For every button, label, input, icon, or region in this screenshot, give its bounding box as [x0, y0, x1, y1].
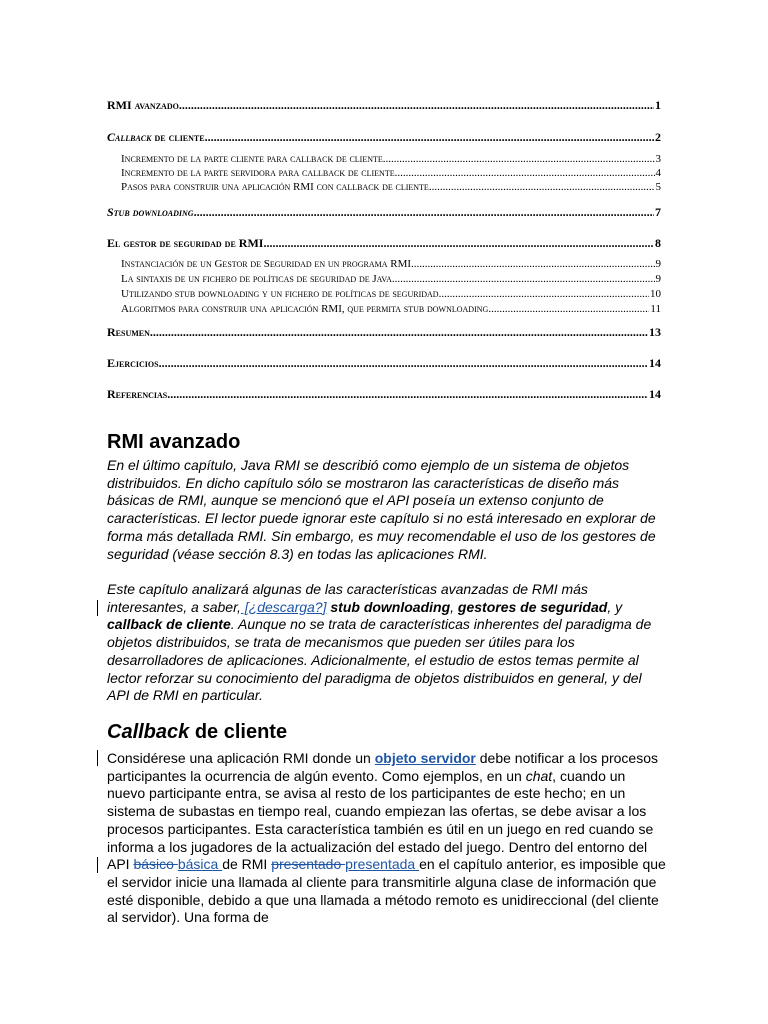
toc-entry-title: Instanciación de un Gestor de Seguridad en un programa RMI [121, 258, 412, 270]
toc-entry-gestor-seguridad[interactable] [107, 236, 661, 252]
toc-leader-dots [194, 205, 654, 220]
toc-entry-title: Utilizando stub downloading y un fichero de políticas de seguridad [121, 288, 439, 300]
toc-entry-sintaxis[interactable] [121, 273, 661, 287]
deleted-text: presentado [271, 856, 346, 873]
toc-entry-page: 5 [655, 181, 661, 193]
toc-entry-ejercicios[interactable] [107, 356, 661, 372]
toc-entry-page: 3 [655, 153, 661, 165]
toc-entry-title: Algoritmos para construir una aplicación RMI, que permita stub downloading [121, 303, 489, 315]
toc-leader-dots [429, 181, 655, 193]
toc-entry-page: 8 [655, 236, 661, 250]
toc-entry-page: 9 [655, 273, 661, 285]
toc-entry-page: 2 [655, 130, 661, 144]
term-gestores-seguridad: gestores de seguridad [457, 598, 608, 615]
toc-entry-incremento-cliente[interactable] [121, 153, 661, 167]
inserted-text: presentada [345, 856, 420, 873]
term-stub-downloading: stub downloading [330, 598, 451, 615]
toc-entry-incremento-servidora[interactable] [121, 167, 661, 181]
change-bar [97, 600, 98, 616]
section-heading-rmi-avanzado: RMI avanzado [107, 431, 241, 453]
toc-entry-instanciacion[interactable] [121, 258, 661, 272]
toc-entry-rmi-avanzado[interactable] [107, 98, 661, 114]
toc-leader-dots [395, 167, 655, 179]
toc-entry-referencias[interactable] [107, 387, 661, 403]
toc-leader-dots [383, 153, 655, 165]
toc-entry-title: Callback de cliente [107, 130, 205, 144]
inserted-text: básica [177, 856, 223, 873]
toc-leader-dots [392, 273, 655, 285]
toc-entry-utilizando[interactable] [121, 288, 661, 302]
paragraph-intro: En el último capítulo, Java RMI se describió como ejemplo de un sistema de objetos distribuidos. En dicho capítulo sólo se mostraron las características de diseño más básicas de RMI, aunque se mencionó que el API poseía un extenso conjunto de características. El lector puede ignorar este capítulo si no está interesado en explorar de forma más detallada RMI. Sin embargo, es muy recomendable el uso de los gestores de seguridad (véase sección 8.3) en todas las aplicaciones RMI. [107, 457, 656, 562]
toc-entry-page: 10 [650, 288, 661, 300]
change-bar [97, 750, 98, 766]
toc-entry-title: Ejercicios [107, 356, 159, 370]
toc-entry-title: Incremento de la parte servidora para callback de cliente [121, 167, 395, 179]
paragraph-features: Este capítulo analizará algunas de las características avanzadas de RMI más interesantes, a saber, [¿descarga?] stub downloading, gestores de seguridad, y callback de cliente. Aunque no se trata de características inherentes del paradigma de objetos distribuidos, se trata de mecanismos que pueden ser útiles para los desarrolladores de aplicaciones. Adicionalmente, el estudio de estos temas permite al lector reforzar su conocimiento del paradigma de objetos distribuidos en general, y del API de RMI en particular. [107, 581, 652, 704]
toc-leader-dots [439, 288, 649, 300]
section-heading-callback: Callback de cliente [107, 721, 288, 743]
toc-entry-title: La sintaxis de un fichero de políticas de seguridad de Java [121, 273, 392, 285]
toc-entry-title: Stub downloading [107, 205, 194, 219]
toc-entry-stub-downloading[interactable] [107, 205, 661, 221]
deleted-text: básico [133, 856, 178, 873]
toc-entry-title: Incremento de la parte cliente para callback de cliente [121, 153, 383, 165]
term-callback-cliente: callback de cliente [107, 616, 231, 633]
toc-leader-dots [205, 130, 654, 145]
toc-leader-dots [167, 387, 648, 402]
descarga-link[interactable]: [¿descarga?] [240, 598, 327, 615]
toc-entry-page: 1 [655, 98, 661, 112]
toc-entry-page: 9 [655, 258, 661, 270]
toc-leader-dots [411, 258, 654, 270]
toc-leader-dots [179, 98, 654, 113]
toc-entry-title: Resumen [107, 325, 150, 339]
toc-leader-dots [159, 356, 648, 371]
toc-leader-dots [150, 325, 648, 340]
toc-entry-page: 14 [649, 356, 661, 370]
toc-entry-page: 11 [650, 303, 661, 315]
toc-entry-callback-de-cliente[interactable] [107, 130, 661, 146]
toc-entry-algoritmos[interactable] [121, 303, 661, 317]
toc-entry-title: Pasos para construir una aplicación RMI con callback de cliente [121, 181, 429, 193]
paragraph-callback: Considérese una aplicación RMI donde un objeto servidor debe notificar a los procesos participantes la ocurrencia de algún evento. Como ejemplos, en un chat, cuando un nuevo participante entra, se avisa al resto de los participantes de este hecho; en un sistema de subastas en tiempo real, cuando empiezan las ofertas, se debe avisar a los procesos participantes. Esta característica también es útil en un juego en red cuando se informa a los jugadores de la actualización del estado del juego. Dentro del entorno del API básico básica de RMI presentado presentada en el capítulo anterior, es imposible que el servidor inicie una llamada al cliente para transmitirle alguna clase de información que esté disponible, debido a que una llamada a método remoto es unidireccional (del cliente al servidor). Una forma de [107, 750, 666, 926]
toc-entry-title: El gestor de seguridad de RMI [107, 236, 264, 250]
objeto-servidor-link[interactable]: objeto servidor [374, 750, 476, 766]
toc-leader-dots [263, 236, 654, 251]
toc-entry-resumen[interactable] [107, 325, 661, 341]
toc-entry-page: 14 [649, 387, 661, 401]
toc-entry-page: 13 [649, 325, 661, 339]
toc-entry-title: RMI avanzado [107, 98, 179, 112]
toc-leader-dots [488, 303, 649, 315]
toc-entry-page: 4 [655, 167, 661, 179]
toc-entry-page: 7 [655, 205, 661, 219]
toc-entry-pasos-construir[interactable] [121, 181, 661, 195]
change-bar [97, 857, 98, 873]
toc-entry-title: Referencias [107, 387, 168, 401]
